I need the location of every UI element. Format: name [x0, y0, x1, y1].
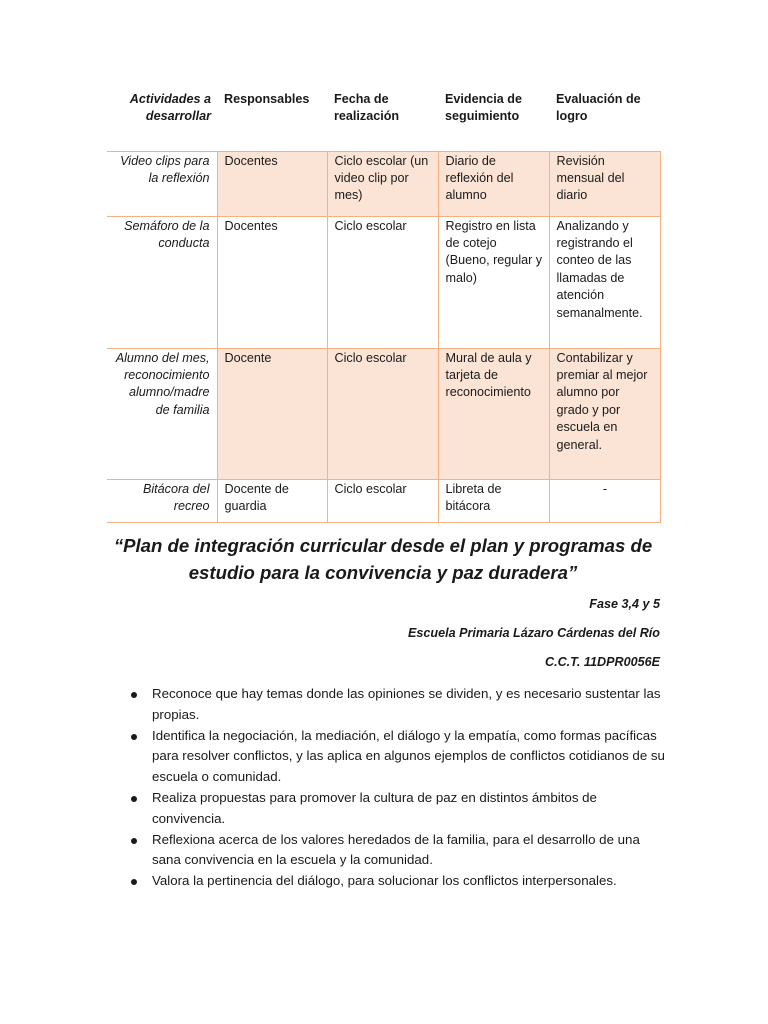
activity-cell: Alumno del mes, reconocimiento alumno/madre de familia [107, 348, 217, 479]
header-activities: Actividades a desarrollar [107, 84, 217, 151]
list-item [107, 830, 667, 872]
goal-text: Identifica la negociación, la mediación, el diálogo y la empatía, como formas pacíficas para resolver conflictos, y las aplica en algunos ejemplos de conflictos cotidianos de su escuela o comunidad. [152, 727, 665, 785]
activity-cell: Semáforo de la conducta [107, 216, 217, 348]
evidence-cell: Registro en lista de cotejo (Bueno, regular y malo) [438, 216, 549, 348]
bullet-icon [131, 692, 137, 698]
date-cell: Ciclo escolar [327, 216, 438, 348]
list-item [107, 684, 667, 726]
header-evaluation: Evaluación de logro [549, 84, 660, 151]
evidence-cell: Libreta de bitácora [438, 479, 549, 522]
school-name: Escuela Primaria Lázaro Cárdenas del Río [408, 626, 660, 640]
table-row [107, 216, 660, 348]
evidence-cell: Mural de aula y tarjeta de reconocimiento [438, 348, 549, 479]
list-item [107, 788, 667, 830]
goals-list [107, 684, 667, 892]
list-item [107, 726, 667, 788]
evaluation-cell: - [549, 479, 660, 522]
date-cell: Ciclo escolar [327, 479, 438, 522]
bullet-icon [131, 838, 137, 844]
evidence-cell: Diario de reflexión del alumno [438, 151, 549, 216]
goal-text: Valora la pertinencia del diálogo, para solucionar los conflictos interpersonales. [152, 873, 617, 889]
table-row [107, 348, 660, 479]
school-code: C.C.T. 11DPR0056E [544, 655, 660, 669]
bullet-icon [131, 734, 137, 740]
evaluation-cell: Revisión mensual del diario [549, 151, 660, 216]
evaluation-cell: Analizando y registrando el conteo de las llamadas de atención semanalmente. [549, 216, 660, 348]
responsible-cell: Docente [217, 348, 327, 479]
table-row [107, 479, 660, 522]
date-cell: Ciclo escolar [327, 348, 438, 479]
activity-cell: Bitácora del recreo [107, 479, 217, 522]
table-row [107, 151, 660, 216]
goal-text: Realiza propuestas para promover la cultura de paz en distintos ámbitos de convivencia. [152, 789, 597, 826]
bullet-icon [131, 796, 137, 802]
responsible-cell: Docente de guardia [217, 479, 327, 522]
header-date: Fecha de realización [327, 84, 438, 151]
evaluation-cell: Contabilizar y premiar al mejor alumno por grado y por escuela en general. [549, 348, 660, 479]
goal-text: Reflexiona acerca de los valores heredados de la familia, para el desarrollo de una sana convivencia en la escuela y la comunidad. [152, 831, 640, 868]
plan-title: “Plan de integración curricular desde el plan y programas de estudio para la convivencia y paz duradera” [113, 535, 653, 583]
responsible-cell: Docentes [217, 216, 327, 348]
phase-label: Fase 3,4 y 5 [589, 597, 660, 611]
header-responsible: Responsables [217, 84, 327, 151]
list-item [107, 871, 667, 892]
goal-text: Reconoce que hay temas donde las opiniones se dividen, y es necesario sustentar las propias. [152, 686, 661, 722]
activity-cell: Video clips para la reflexión [107, 151, 217, 216]
responsible-cell: Docentes [217, 151, 327, 216]
activities-table [107, 84, 661, 523]
bullet-icon [131, 879, 137, 885]
header-evidence: Evidencia de seguimiento [438, 84, 549, 151]
date-cell: Ciclo escolar (un video clip por mes) [327, 151, 438, 216]
table-header-row [107, 84, 660, 151]
